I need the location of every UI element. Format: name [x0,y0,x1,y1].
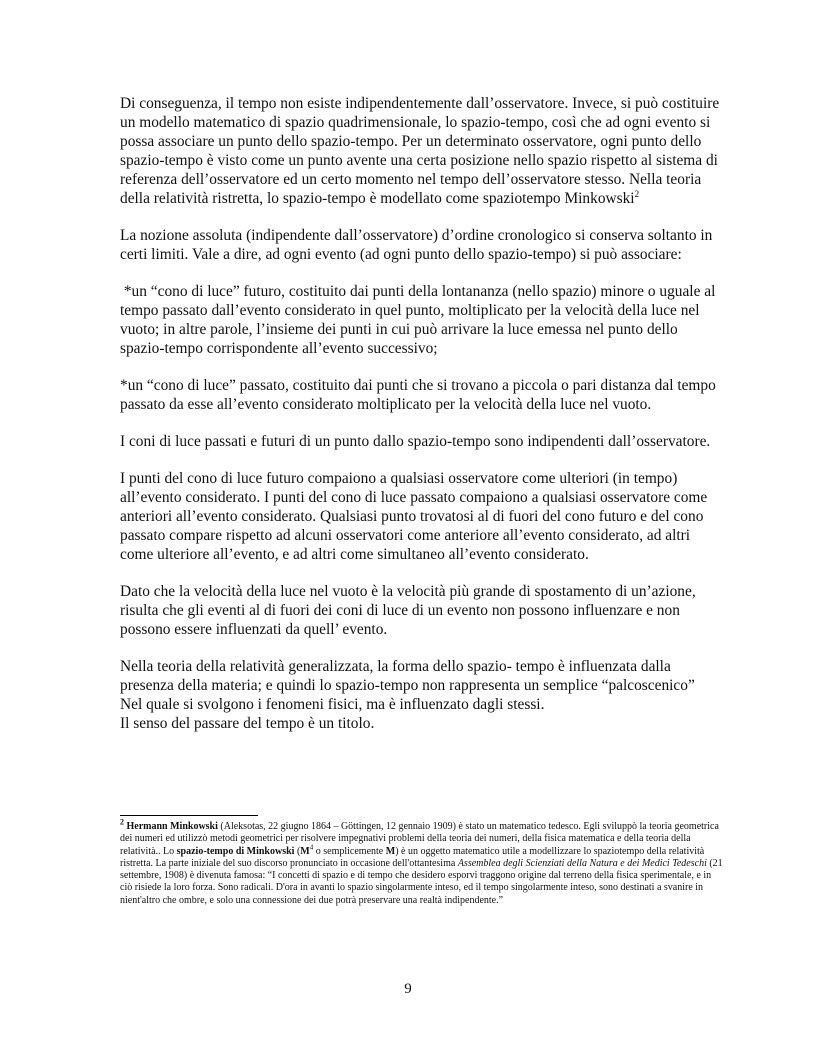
footnote-name: Hermann Minkowski [126,821,218,832]
footnote-text-5: (21 settembre, 1908) è divenuta famosa: “I concetti di spazio e di tempo che desidero esporvi traggono origine dal terreno della fisica sperimentale, e in ciò risiede la loro forza. Sono radicali. D'ora in avanti lo spazio singolarmente inteso, ed il tempo singolarmente inteso, sono destinati a svanire in nient'altro che ombre, e solo una connessione dei due potrà preservare una realtà indipendente.” [120,857,723,906]
footnote-assembly: Assemblea degli Scienziati della Natura e dei Medici Tedeschi [457,857,707,869]
footnote-text-2: ( [294,845,301,857]
page-body [120,94,720,733]
paragraph-6: I punti del cono di luce futuro compaiono a qualsiasi osservatore come ulteriori (in tempo) all’evento considerato. I punti del cono di luce passato compaiono a qualsiasi osservatore come anteriori all’evento considerato. Qualsiasi punto trovatosi al di fuori del cono futuro e del cono passato compare rispetto ad alcuni osservatori come anteriore all’evento considerato, ad altri come ulteriore all’evento, e ad altri come simultaneo all’evento considerato. [120,470,708,563]
footnote-number: 2 [120,817,124,827]
footnote-text-1: (Aleksotas, 22 giugno 1864 – Göttingen, 12 gennaio 1909) è stato un matematico tedesco. Egli sviluppò la teoria geometrica dei numeri ed utilizzò metodi geometrici per risolvere impegnativi problemi della teoria dei numeri, della fisica matematica e della teoria della relatività.. Lo [120,821,719,857]
footnote-m4-sup: 4 [309,843,314,852]
paragraph-8: Nella teoria della relatività generalizzata, la forma dello spazio- tempo è influenzata dalla presenza della materia; e quindi lo spazio-tempo non rappresenta un semplice “palcoscenico” Nel quale si svolgono i fenomeni fisici, ma è influenzato dagli stessi. [120,658,695,713]
footnote [120,817,724,907]
footnote-ref[interactable]: 2 [634,188,640,199]
footnote-text-4: ) è un oggetto matematico utile a modellizzare lo spaziotempo della relatività ristretta. La parte iniziale del suo discorso pronunciato in occasione dell'ottantesima [120,845,705,869]
paragraph-2: La nozione assoluta (indipendente dall’osservatore) d’ordine cronologico si conserva soltanto in certi limiti. Vale a dire, ad ogni evento (ad ogni punto dello spazio-tempo) si può associare: [120,227,713,263]
page-number: 9 [404,981,412,997]
paragraph-5: I coni di luce passati e futuri di un punto dallo spazio-tempo sono indipendenti dall’osservatore. [120,433,711,450]
paragraph-1: Di conseguenza, il tempo non esiste indipendentemente dall’osservatore. Invece, si può costituire un modello matematico di spazio quadrimensionale, lo spazio-tempo, così che ad ogni evento si possa associare un punto dello spazio-tempo. Per un determinato osservatore, ogni punto dello spazio-tempo è visto come un punto avente una certa posizione nello spazio rispetto al sistema di referenza dell’osservatore ed un certo momento nel tempo dell’osservatore stesso. Nella teoria della relatività ristretta, lo spazio-tempo è modellato come spaziotempo Minkowski$^2$ [120,95,720,207]
footnote-term: spazio-tempo di Minkowski [176,845,295,857]
footnote-text-3: o semplicemente [313,845,386,857]
footnote-separator [120,815,258,816]
footnote-m: M [385,845,396,857]
paragraph-4: *un “cono di luce” passato, costituito dai punti che si trovano a piccola o pari distanza dal tempo passato da esse all’evento considerato moltiplicato per la velocità della luce nel vuoto. [120,377,716,413]
paragraph-7: Dato che la velocità della luce nel vuoto è la velocità più grande di spostamento di un’azione, risulta che gli eventi al di fuori dei coni di luce di un evento non possono influenzare e non possono essere influenzati da quell’ evento. [120,583,696,638]
paragraph-3: *un “cono di luce” futuro, costituito dai punti della lontananza (nello spazio) minore o uguale al tempo passato dall’evento considerato in quel punto, moltiplicato per la velocità della luce nel vuoto; in altre parole, l’insieme dei punti in cui può arrivare la luce emessa nel punto dello spazio-tempo corrispondente all’evento successivo; [120,283,720,357]
paragraph-9: Il senso del passare del tempo è un titolo. [120,715,375,732]
footnote-m4: M [300,845,310,857]
